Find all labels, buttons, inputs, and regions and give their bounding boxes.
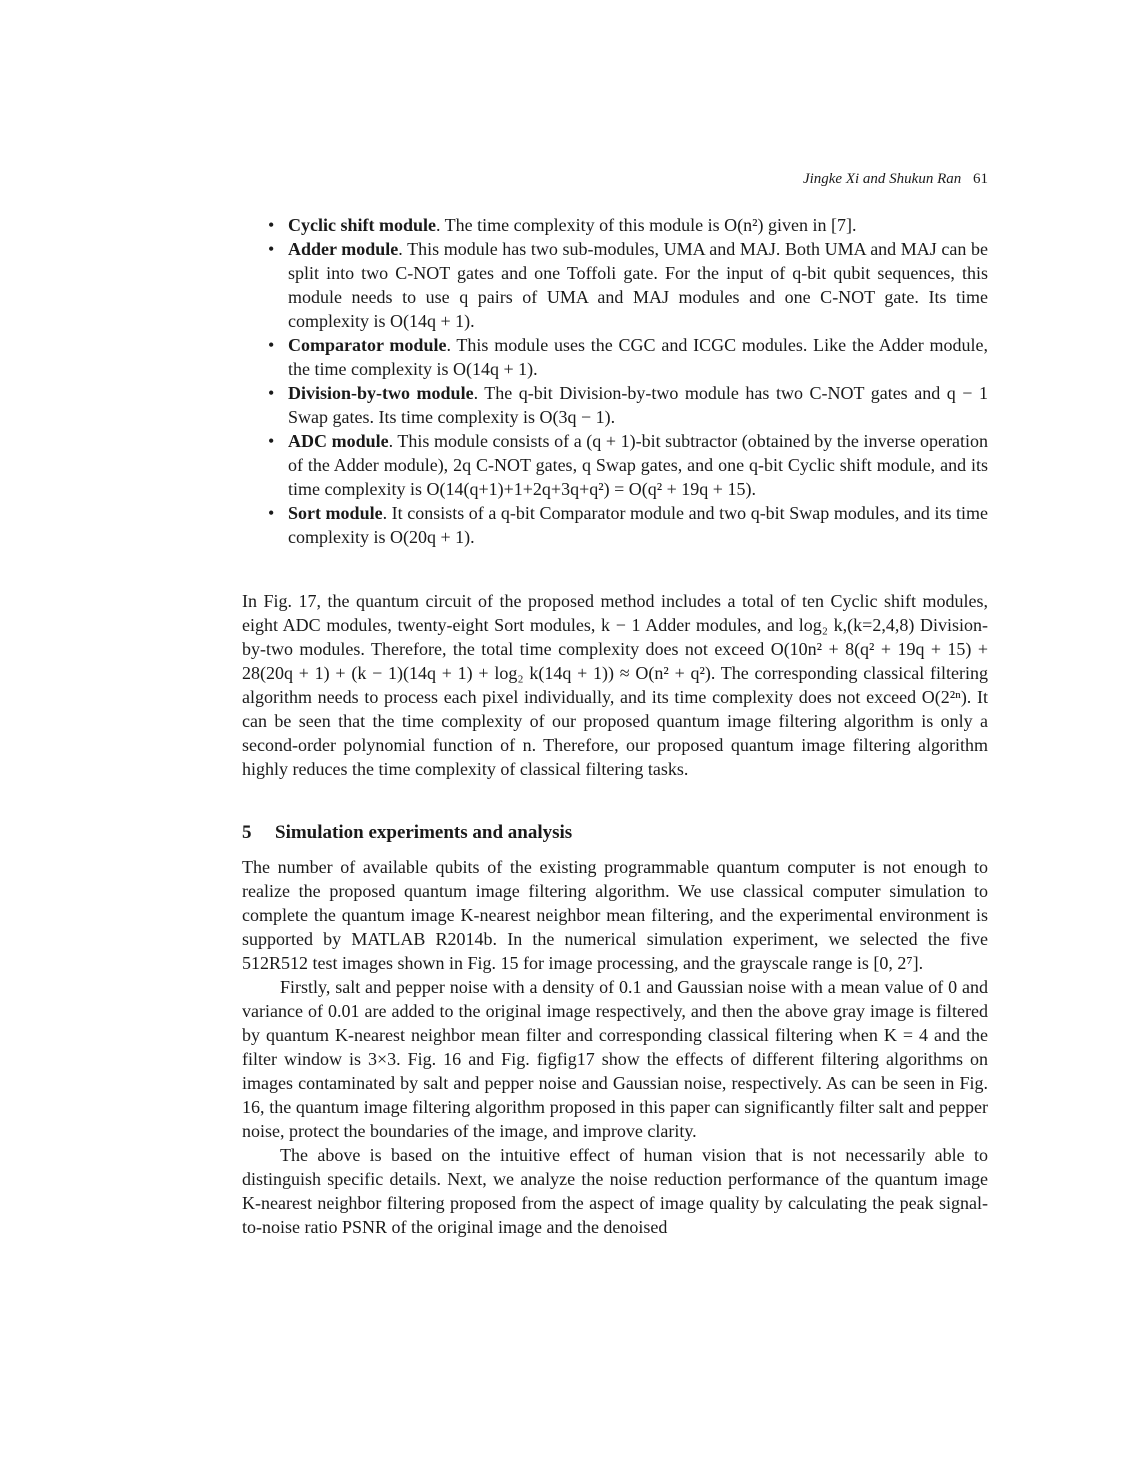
list-item bbox=[268, 237, 988, 333]
list-item-term: Adder module bbox=[288, 239, 399, 259]
list-item-term: ADC module bbox=[288, 431, 389, 451]
list-item bbox=[268, 429, 988, 501]
running-head bbox=[242, 171, 988, 188]
section-heading bbox=[242, 822, 988, 844]
list-item bbox=[268, 381, 988, 429]
paragraph: The number of available qubits of the existing programmable quantum computer is not enough to realize the proposed quantum image filtering algorithm. We use classical computer simulation to complete the quantum image K-nearest neighbor mean filtering, and the experimental environment is supported by MATLAB R2014b. In the numerical simulation experiment, we selected the five 512R512 test images shown in Fig. 15 for image processing, and the grayscale range is [0, 2⁷]. bbox=[242, 857, 988, 973]
list-item-text: . This module uses the CGC and ICGC modules. Like the Adder module, the time complexity is O(14q + 1). bbox=[288, 335, 988, 379]
list-item bbox=[268, 213, 988, 237]
section-title: Simulation experiments and analysis bbox=[275, 822, 573, 843]
list-item-text: . The q-bit Division-by-two module has two C-NOT gates and q − 1 Swap gates. Its time complexity is O(3q − 1). bbox=[288, 383, 988, 427]
paragraph-complexity-summary: In Fig. 17, the quantum circuit of the proposed method includes a total of ten Cyclic shift modules, eight ADC modules, twenty-eight Sort modules, k − 1 Adder modules, and log₂ k,(k=2,4,8) Division-by-two modules. Therefore, the total time complexity does not exceed O(10n² + 8(q² + 19q + 15) + 28(20q + 1) + (k − 1)(14q + 1) + log₂ k(14q + 1)) ≈ O(n² + q²). The corresponding classical filtering algorithm needs to process each pixel individually, and its time complexity does not exceed O(2²ⁿ). It can be seen that the time complexity of our proposed quantum image filtering algorithm is only a second-order polynomial function of n. Therefore, our proposed quantum image filtering algorithm highly reduces the time complexity of classical filtering tasks. bbox=[242, 591, 988, 779]
list-item bbox=[268, 501, 988, 549]
section-body bbox=[242, 855, 988, 1239]
list-item-text: . This module consists of a (q + 1)-bit subtractor (obtained by the inverse operation of the Adder module), 2q C-NOT gates, q Swap gates, and one q-bit Cyclic shift module, and its time complexity is O(14(q+1)+1+2q+3q+q²) = O(q² + 19q + 15). bbox=[288, 431, 988, 499]
list-item bbox=[268, 333, 988, 381]
list-item-text: . The time complexity of this module is O(n²) given in [7]. bbox=[436, 215, 857, 235]
paragraph: The above is based on the intuitive effect of human vision that is not necessarily able to distinguish specific details. Next, we analyze the noise reduction performance of the quantum image K-nearest neighbor filtering proposed from the aspect of image quality by calculating the peak signal-to-noise ratio PSNR of the original image and the denoised bbox=[242, 1145, 988, 1237]
list-item-text: . It consists of a q-bit Comparator module and two q-bit Swap modules, and its time complexity is O(20q + 1). bbox=[288, 503, 989, 547]
running-head-authors: Jingke Xi and Shukun Ran bbox=[802, 171, 962, 187]
list-item-term: Comparator module bbox=[288, 335, 447, 355]
page-number: 61 bbox=[973, 171, 988, 187]
module-complexity-list bbox=[268, 213, 988, 549]
list-item-term: Cyclic shift module bbox=[288, 215, 436, 235]
list-item-term: Division-by-two module bbox=[288, 383, 474, 403]
list-item-term: Sort module bbox=[288, 503, 383, 523]
section-number: 5 bbox=[242, 822, 252, 843]
list-item-text: . This module has two sub-modules, UMA and MAJ. Both UMA and MAJ can be split into two C-NOT gates and one Toffoli gate. For the input of q-bit qubit sequences, this module needs to use q pairs of UMA and MAJ modules and one C-NOT gate. Its time complexity is O(14q + 1). bbox=[288, 239, 988, 331]
paragraph: Firstly, salt and pepper noise with a density of 0.1 and Gaussian noise with a mean value of 0 and variance of 0.01 are added to the original image respectively, and then the above gray image is filtered by quantum K-nearest neighbor mean filter and corresponding classical filtering when K = 4 and the filter window is 3×3. Fig. 16 and Fig. figfig17 show the effects of different filtering algorithms on images contaminated by salt and pepper noise and Gaussian noise, respectively. As can be seen in Fig. 16, the quantum image filtering algorithm proposed in this paper can significantly filter salt and pepper noise, protect the boundaries of the image, and improve clarity. bbox=[242, 977, 988, 1141]
